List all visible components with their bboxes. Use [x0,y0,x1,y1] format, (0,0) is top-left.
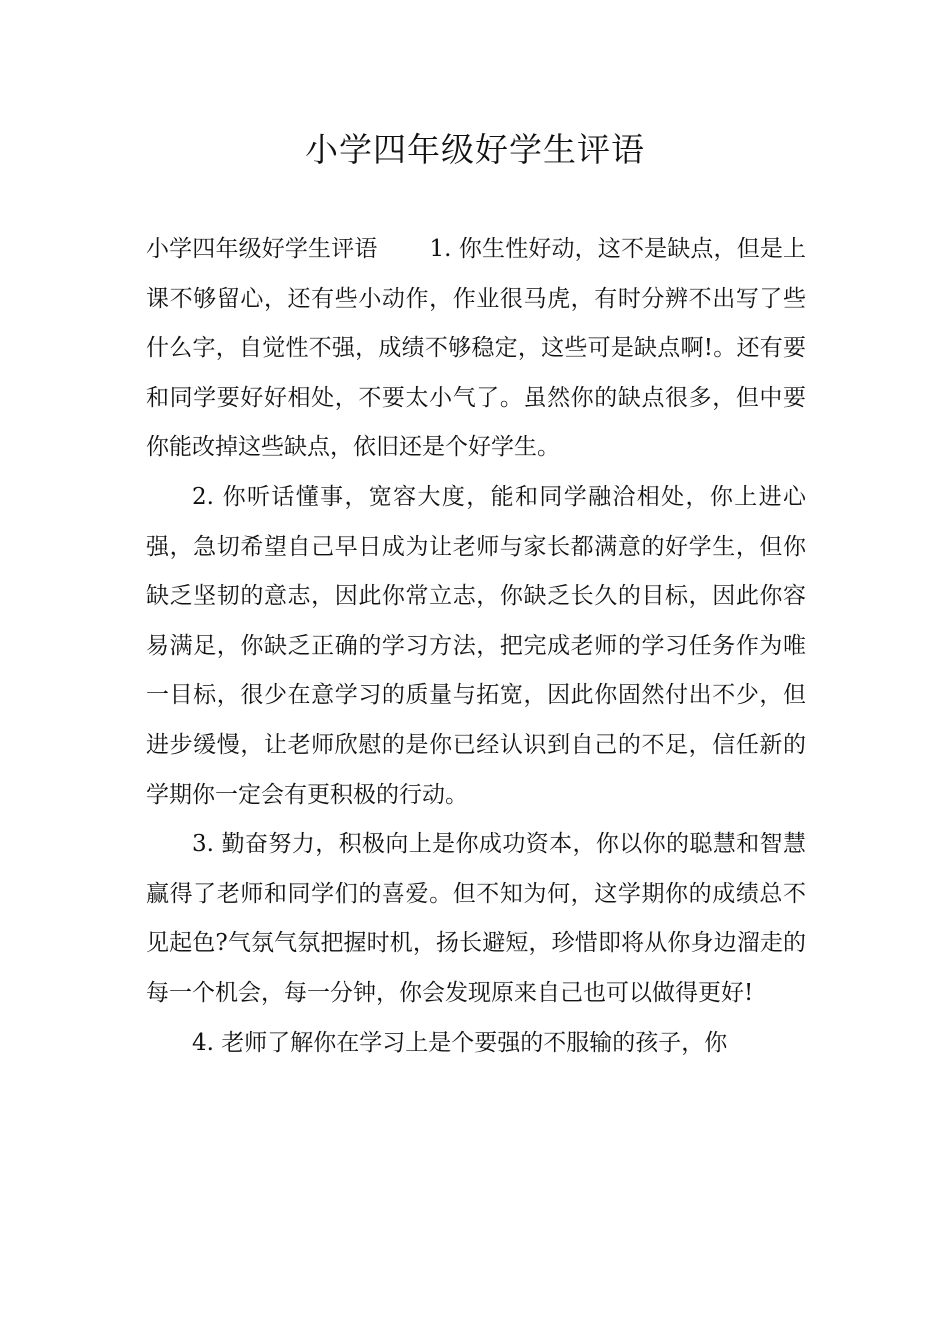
paragraph-1 [146,225,806,473]
paragraph-3: 3. 勤奋努力，积极向上是你成功资本，你以你的聪慧和智慧赢得了老师和同学们的喜爱。但不知为何，这学期你的成绩总不见起色?气氛气氛把握时机，扬长避短，珍惜即将从你身边溜走的每一个机会，每一分钟，你会发现原来自己也可以做得更好! [146,831,806,1006]
document-title: 小学四年级好学生评语 [305,130,645,169]
intro-label: 小学四年级好学生评语 [146,236,378,262]
paragraph-4: 4. 老师了解你在学习上是个要强的不服输的孩子，你 [192,1029,728,1056]
paragraph-2: 2. 你听话懂事，宽容大度，能和同学融洽相处，你上进心强，急切希望自己早日成为让老师与家长都满意的好学生，但你缺乏坚韧的意志，因此你常立志，你缺乏长久的目标，因此你容易满足，你缺乏正确的学习方法，把完成老师的学习任务作为唯一目标，很少在意学习的质量与拓宽，因此你固然付出不少，但进步缓慢，让老师欣慰的是你已经认识到自己的不足，信任新的学期你一定会有更积极的行动。 [146,483,806,808]
paragraph-1-text: 1. 你生性好动，这不是缺点，但是上课不够留心，还有些小动作，作业很马虎，有时分辨不出写了些什么字，自觉性不强，成绩不够稳定，这些可是缺点啊!。还有要和同学要好好相处，不要太小气了。虽然你的缺点很多，但中要你能改掉这些缺点，依旧还是个好学生。 [146,236,806,461]
document-body [146,225,806,1068]
